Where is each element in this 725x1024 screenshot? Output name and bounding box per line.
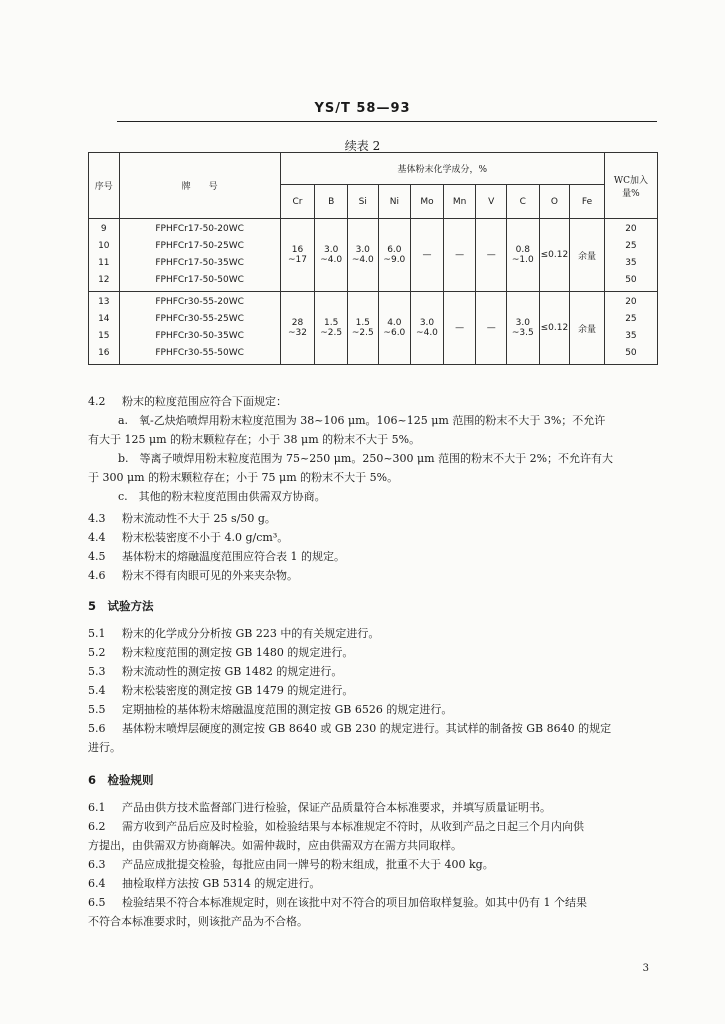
clause-5-6-cont: 进行。	[88, 741, 121, 754]
clause-4-2-a-cont: 有大于 125 μm 的粉末颗粒存在；小于 38 μm 的粉末不大于 5%。	[88, 433, 421, 446]
header-wc: WC加入量%	[604, 153, 657, 219]
clause-6-1: 6.1 产品由供方技术监督部门进行检验，保证产品质量符合本标准要求，并填写质量证明书。	[88, 801, 551, 814]
header-el: Fe	[570, 185, 605, 219]
clause-5-3: 5.3 粉末流动性的测定按 GB 1482 的规定进行。	[88, 665, 343, 678]
clause-4-2-c: c. 其他的粉末粒度范围由供需双方协商。	[118, 490, 326, 503]
section-6-title: 6 检验规则	[88, 773, 154, 787]
header-el: Ni	[378, 185, 411, 219]
clause-4-5: 4.5 基体粉末的熔融温度范围应符合表 1 的规定。	[88, 550, 345, 563]
clause-5-5: 5.5 定期抽检的基体粉末熔融温度范围的测定按 GB 6526 的规定进行。	[88, 703, 453, 716]
header-el: C	[507, 185, 540, 219]
clause-6-3: 6.3 产品应成批提交检验，每批应由同一牌号的粉末组成，批重不大于 400 kg。	[88, 858, 494, 871]
clause-4-6: 4.6 粉末不得有肉眼可见的外来夹杂物。	[88, 569, 298, 582]
header-grade: 牌 号	[119, 153, 280, 219]
clause-5-6: 5.6 基体粉末喷焊层硬度的测定按 GB 8640 或 GB 230 的规定进行。其试样的制备按 GB 8640 的规定	[88, 722, 612, 735]
clause-4-2-b: b. 等离子喷焊用粉末粒度范围为 75~250 μm。250~300 μm 范围的粉末不大于 2%；不允许有大	[118, 452, 614, 465]
clause-6-4: 6.4 抽检取样方法按 GB 5314 的规定进行。	[88, 877, 321, 890]
section-5-title: 5 试验方法	[88, 599, 154, 613]
header-el: Mn	[443, 185, 476, 219]
clause-6-5: 6.5 检验结果不符合本标准规定时，则在该批中对不符合的项目加倍取样复验。如其中仍有 1 个结果	[88, 896, 587, 909]
clause-4-3: 4.3 粉末流动性不大于 25 s/50 g。	[88, 512, 276, 525]
page-number: 3	[642, 963, 649, 974]
clause-4-2-a: a. 氧-乙炔焰喷焊用粉末粒度范围为 38~106 μm。106~125 μm 范围的粉末不大于 3%；不允许	[118, 414, 606, 427]
table-row-group-2: 13 14 15 16 FPHFCr30-55-20WC FPHFCr30-55-25WC FPHFCr30-50-35WC FPHFCr30-55-50WC 28 ~32 1.5 ~2.5 1.5 ~2.5 4.0 ~6.0 3.0 ~4.0 — — 3.0 ~3.5 ≤0.12 余量 20 25 35 50	[89, 292, 658, 365]
table-caption: 续表 2	[344, 139, 381, 153]
standard-code: YS/T 58—93	[314, 101, 411, 116]
clause-5-1: 5.1 粉末的化学成分分析按 GB 223 中的有关规定进行。	[88, 627, 380, 640]
header-el: O	[539, 185, 570, 219]
clause-4-4: 4.4 粉末松装密度不小于 4.0 g/cm³。	[88, 531, 289, 544]
header-el: Cr	[280, 185, 315, 219]
clause-4-2: 4.2 粉末的粒度范围应符合下面规定：	[88, 395, 287, 408]
clause-5-2: 5.2 粉末粒度范围的测定按 GB 1480 的规定进行。	[88, 646, 354, 659]
clause-6-2-cont: 方提出，由供需双方协商解决。如需仲裁时，应由供需双方在需方共同取样。	[88, 839, 462, 852]
clause-4-2-b-cont: 于 300 μm 的粉末颗粒存在；小于 75 μm 的粉末不大于 5%。	[88, 471, 399, 484]
header-rule	[117, 121, 657, 122]
header-el: Mo	[411, 185, 444, 219]
header-no: 序号	[89, 153, 120, 219]
table-row-group-1: 9 10 11 12 FPHFCr17-50-20WC FPHFCr17-50-25WC FPHFCr17-50-35WC FPHFCr17-50-50WC 16 ~17 3.0 ~4.0 3.0 ~4.0 6.0 ~9.0 — — — 0.8 ~1.0 ≤0.12 余量 20 25 35 50	[89, 219, 658, 292]
composition-table	[88, 152, 658, 365]
header-composition: 基体粉末化学成分，%	[280, 153, 604, 185]
clause-6-2: 6.2 需方收到产品后应及时检验，如检验结果与本标准规定不符时，从收到产品之日起三个月内向供	[88, 820, 584, 833]
header-el: B	[315, 185, 348, 219]
clause-5-4: 5.4 粉末松装密度的测定按 GB 1479 的规定进行。	[88, 684, 354, 697]
clause-6-5-cont: 不符合本标准要求时，则该批产品为不合格。	[88, 915, 308, 928]
header-el: Si	[347, 185, 378, 219]
header-el: V	[476, 185, 507, 219]
